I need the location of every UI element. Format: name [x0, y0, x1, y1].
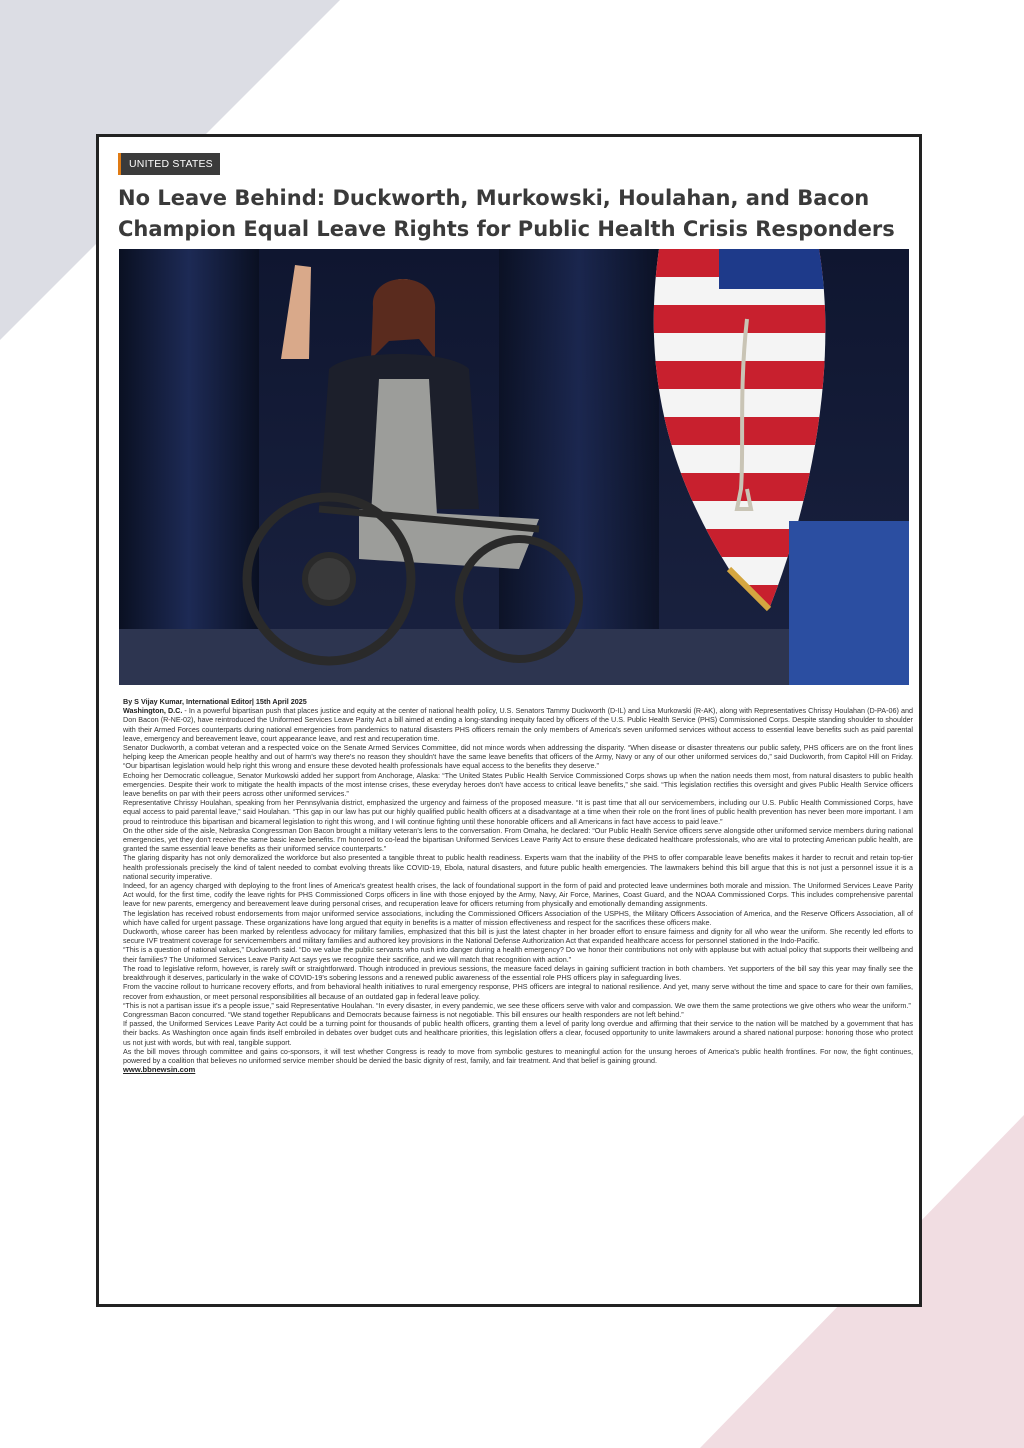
lead-text: - In a powerful bipartisan push that places justice and equity at the center of national health policy, U.S. Senators Tammy Duckworth (D-IL) and Lisa Murkowski (R-AK), along with Representatives Chrissy Houlahan (D-PA-06) and Don Bacon (R-NE-02), have reintroduced the Uniformed Services Leave Parity Act a bill aimed at ending a long-standing inequity faced by officers of the U.S. Public Health Service (PHS) Commissioned Corps. Despite standing shoulder to shoulder with their Armed Forces counterparts during national emergencies from pandemics to natural disasters PHS officers remain the only members of America's seven uniformed services without access to essential leave benefits such as paid parental leave, emergency and bereavement leave, court appearance leave, and rest and recuperation time.: [123, 706, 913, 743]
paragraph: Duckworth, whose career has been marked by relentless advocacy for military families, emphasized that this bill is just the latest chapter in her broader effort to ensure fairness and dignity for all who wear the uniform. She recently led efforts to secure IVF treatment coverage for servicemembers and military families and authored key provisions in the National Defense Authorization Act that expanded healthcare access for personnel stationed in the Indo-Pacific.: [123, 927, 913, 946]
paragraph: The glaring disparity has not only demoralized the workforce but also presented a tangible threat to public health readiness. Experts warn that the inability of the PHS to offer comparable leave benefits makes it harder to recruit and retain top-tier health professionals precisely the kind of talent needed to combat evolving threats like COVID-19, Ebola, natural disasters, and future public health emergencies. The lawmakers behind this bill argue that this is not just a personnel issue it is a national security imperative.: [123, 853, 913, 881]
article-body: [123, 697, 913, 1074]
paragraph: The legislation has received robust endorsements from major uniformed service associations, including the Commissioned Officers Association of the USPHS, the Military Officers Association of America, and the Reserve Officers Association, all of which have called for urgent passage. These organizations have long argued that equity in benefits is a matter of mission effectiveness and respect for the sacrifices these officers make.: [123, 908, 913, 927]
blue-podium-drape: [789, 521, 909, 685]
headline: No Leave Behind: Duckworth, Murkowski, Houlahan, and Bacon Champion Equal Leave Rights for Public Health Crisis Responders: [118, 186, 895, 241]
paragraph: Echoing her Democratic colleague, Senator Murkowski added her support from Anchorage, Alaska: “The United States Public Health Service Commissioned Corps shows up when the nation needs them most, from natural disasters to public health emergencies. Despite their work to mitigate the health impacts of the most intense crises, these everyday heroes don't have access to critical leave benefits,” she said. “This legislation rectifies this oversight and gives Public Health Service officers leave benefits on par with their peers across other uniformed services.”: [123, 770, 913, 799]
section-tag[interactable]: UNITED STATES: [118, 153, 220, 175]
lead-paragraph: [123, 706, 913, 743]
photo-illustration: [119, 249, 909, 685]
article-frame: [96, 134, 922, 1307]
site-link-line: [123, 1065, 913, 1074]
curtain-left: [119, 249, 259, 685]
paragraph: From the vaccine rollout to hurricane recovery efforts, and from behavioral health initiatives to rural emergency response, PHS officers are integral to national resilience. And yet, many serve without the time and space to care for their own families, recover from exhaustion, or meet personal responsibilities all because of an outdated gap in federal leave policy.: [123, 982, 913, 1001]
site-link[interactable]: www.bbnewsin.com: [123, 1065, 196, 1075]
paragraph: Senator Duckworth, a combat veteran and a respected voice on the Senate Armed Services Committee, did not mince words when addressing the disparity. “When disease or disaster threatens our public safety, PHS officers are on the front lines helping keep the American people healthy and out of harm's way there's no reason they shouldn't have the same leave benefits that officers of the Army, Navy or any of our other uniformed services do,” said Duckworth, from Capitol Hill on Friday. “Our bipartisan legislation would help right this wrong and ensure these devoted health professionals have equal access to the benefits they deserve.”: [123, 743, 913, 771]
byline: By S Vijay Kumar, International Editor| 15th April 2025: [123, 697, 307, 706]
paragraph: If passed, the Uniformed Services Leave Parity Act could be a turning point for thousands of public health officers, granting them a level of parity long overdue and affirming that their service to the nation will be matched by a government that has their backs. As Washington once again finds itself embroiled in debates over budget cuts and healthcare priorities, this legislation offers a clear, focused opportunity to unite lawmakers around a shared national purpose: honoring those who protect us not just with words, but with real, tangible support.: [123, 1019, 913, 1047]
paragraph: As the bill moves through committee and gains co-sponsors, it will test whether Congress is ready to move from symbolic gestures to meaningful action for the unsung heroes of America's public health frontlines. For now, the fight continues, powered by a coalition that believes no uniformed service member should be denied the basic dignity of rest, family, and fair treatment. And that belief is gaining ground.: [123, 1046, 913, 1065]
paragraph: The road to legislative reform, however, is rarely swift or straightforward. Though introduced in previous sessions, the measure faced delays in gaining sufficient traction in both chambers. Yet supporters of the bill say this year may finally see the breakthrough it deserves, particularly in the wake of COVID-19's sobering lessons and a renewed public awareness of the essential role PHS officers play in safeguarding lives.: [123, 963, 913, 983]
article-photo: [119, 249, 909, 685]
paragraph: Congressman Bacon concurred. “We stand together Republicans and Democrats because fairness is not negotiable. This bill ensures our health responders are not left behind.”: [123, 1009, 684, 1019]
paragraph: Representative Chrissy Houlahan, speaking from her Pennsylvania district, emphasized the urgency and fairness of the proposed measure. “It is past time that all our servicemembers, including our U.S. Public Health Commissioned Corps, have equal access to paid parental leave,” said Houlahan. “This gap in our law has put our highly qualified public health officers at a disadvantage at a time when their role on the front lines of public health prevention has never been more important. I am proud to reintroduce this bipartisan and bicameral legislation to right this wrong, and I will continue fighting until these honorable officers and all Americans in fact have access to paid leave.”: [123, 798, 913, 826]
paragraph: On the other side of the aisle, Nebraska Congressman Don Bacon brought a military veteran's lens to the conversation. From Omaha, he declared: “Our Public Health Service officers serve alongside other uniformed service members during national emergencies, yet they don't receive the same basic leave benefits. I'm honored to co-lead the bipartisan Uniformed Services Leave Parity Act to ensure these dedicated healthcare professionals, who are vital to protecting American public health, are granted the same essential leave benefits as their uniformed service counterparts.”: [123, 825, 913, 854]
paragraph: “This is not a partisan issue it's a people issue,” said Representative Houlahan. “In every disaster, in every pandemic, we see these officers serve with valor and compassion. We owe them the same protections we give others who wear the uniform.”: [123, 1000, 911, 1010]
paragraph: Indeed, for an agency charged with deploying to the front lines of America's greatest health crises, the lack of foundational support in the form of paid and protected leave undermines both morale and mission. The Uniformed Services Leave Parity Act would, for the first time, codify the leave rights for PHS Commissioned Corps officers in line with those enjoyed by the Army, Navy, Air Force, Marines, Coast Guard, and the NOAA Commissioned Corps. This includes comprehensive parental leave for new parents, emergency and bereavement leave during personal crises, and recuperation leave for officers returning from physically and emotionally demanding assignments.: [123, 881, 913, 909]
dateline: Washington, D.C.: [123, 706, 183, 716]
paragraph: “This is a question of national values,” Duckworth said. “Do we value the public servants who rush into danger during a health emergency? Do we honor their contributions not only with applause but with actual policy that supports their wellbeing and their families? The Uniformed Services Leave Parity Act says yes we recognize their sacrifice, and we will match that recognition with action.”: [123, 945, 913, 964]
